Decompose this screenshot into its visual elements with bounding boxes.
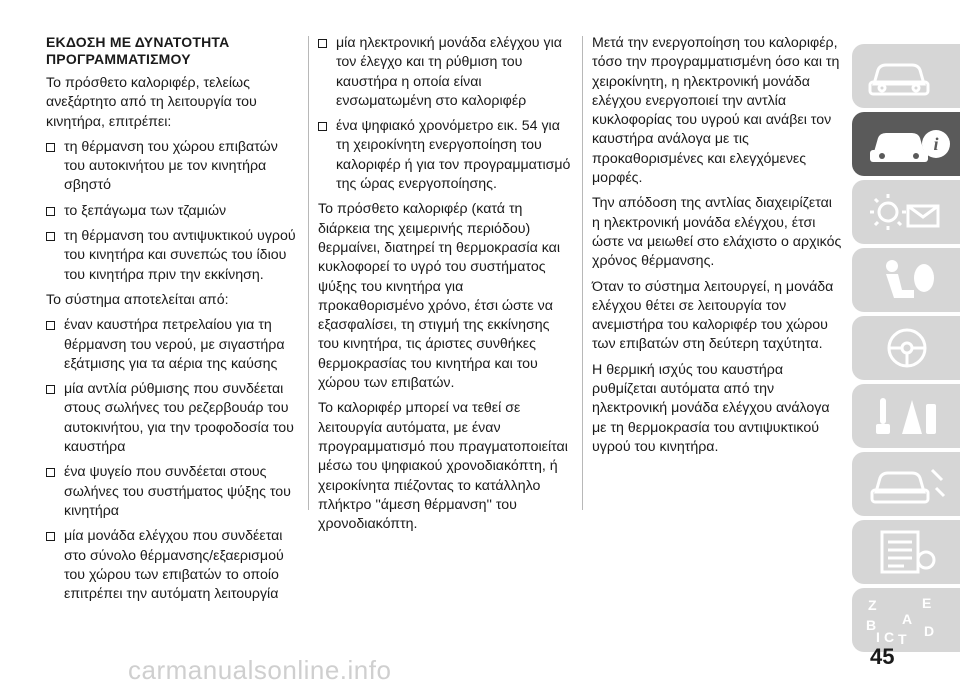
list-item-text: έναν καυστήρα πετρελαίου για τη θέρμανση του νερού, με σιγαστήρα εξάτμισης για τα αέρια της καύσης [64,317,285,372]
index-letter: B [866,617,877,633]
car-info-icon [862,118,952,170]
column-2 [318,34,572,540]
body-paragraph: Μετά την ενεργοποίηση του καλοριφέρ, τόσο την προγραμματισμένη όσο και τη χειροκίνητη, η ηλεκτρονική μονάδα ελέγχου ενεργοποιεί την αντλία κυκλοφορίας του υγρού και ανάβει τον καυστήρα ανάλογα με τις προκαθορισμένες και ελεγχόμενες μορφές. [592,35,840,187]
list-item-text: τη θέρμανση του χώρου επιβατών του αυτοκινήτου με τον κινητήρα σβηστό [64,138,278,194]
components-list-continued [318,34,572,194]
sidebar-tab-specifications[interactable] [852,520,960,584]
index-letter: D [924,623,935,639]
index-letter: A [902,611,913,627]
list-item [46,138,300,196]
list-item-text: μία ηλεκτρονική μονάδα ελέγχου για τον έλεγχο και τη ρύθμιση του καυστήρα η οποία είναι ενσωματωμένη στο καλοριφέρ [336,35,562,109]
column-3 [592,34,842,463]
checkbox-bullet-icon [318,122,327,131]
heading-line-1: ΕΚΔΟΣΗ ΜΕ ΔΥΝΑΤΟΤΗΤΑ [46,34,230,50]
checkbox-bullet-icon [46,232,55,241]
body-paragraph: Όταν το σύστημα λειτουργεί, η μονάδα ελέγχου θέτει σε λειτουργία τον ανεμιστήρα του καλοριφέρ του χώρου των επιβατών στη δεύτερη ταχύτητα. [592,278,834,353]
checkbox-bullet-icon [46,143,55,152]
list-item [46,202,300,221]
sidebar-tab-index[interactable] [852,588,960,652]
page-number: 45 [870,644,895,669]
body-paragraph: Το καλοριφέρ μπορεί να τεθεί σε λειτουργία αυτόματα, με έναν προγραμματισμό που πραγματοποιείται μέσω του ψηφιακού χρονοδιακόπτη, ή χειροκίνητα πιέζοντας το κατάλληλο πλήκτρο ''άμεση θέρμανση'' του χρονοδιακόπτη. [318,400,568,533]
index-letter: T [898,631,907,646]
sidebar-tab-driving[interactable] [852,316,960,380]
sidebar-tab-lights[interactable] [852,180,960,244]
car-icon [862,50,952,102]
emergency-tools-icon [862,390,952,442]
list-item-text: μία μονάδα ελέγχου που συνδέεται στο σύνολο θέρμανσης/εξαερισμού του χώρου των επιβατών το οποίο επιτρέπει την αυτόματη λειτουργία [64,528,284,603]
index-letter: Z [868,597,877,613]
intro-paragraph: Το πρόσθετο καλοριφέρ, τελείως ανεξάρτητο από τη λειτουργία του κινητήρα, επιτρέπει: [46,75,257,130]
steering-wheel-icon [862,322,952,374]
checkbox-bullet-icon [46,385,55,394]
body-paragraph: Την απόδοση της αντλίας διαχειρίζεται η ηλεκτρονική μονάδα ελέγχου, έτσι ώστε να μειωθεί στο ελάχιστο ο αρχικός χρόνος θέρμανσης. [592,195,842,270]
system-intro: Το σύστημα αποτελείται από: [46,291,229,308]
airbag-seat-icon [862,254,952,306]
checkbox-bullet-icon [318,39,327,48]
list-item-text: ένα ψηφιακό χρονόμετρο εικ. 54 για τη χειροκίνητη ενεργοποίηση του καλοριφέρ ή για τον προγραμματισμό της ώρας ενεργοποίησης. [336,118,571,193]
checkbox-bullet-icon [46,468,55,477]
warning-lights-icon [862,186,952,238]
maintenance-car-icon [862,458,952,510]
sidebar-tab-info[interactable] [852,112,960,176]
components-list [46,316,300,604]
index-letter: I [876,629,880,645]
list-item [46,316,300,374]
body-paragraph: Η θερμική ισχύς του καυστήρα ρυθμίζεται αυτόματα από την ηλεκτρονική μονάδα ελέγχου ανάλογα με τη θερμοκρασία του αντιψυκτικού υγρού του κινητήρα. [592,361,830,455]
checkbox-bullet-icon [46,532,55,541]
index-letter: C [884,629,895,645]
checkbox-bullet-icon [46,207,55,216]
index-letter: E [922,595,932,611]
list-item-text: μία αντλία ρύθμισης που συνδέεται στους σωλήνες του ρεζερβουάρ του αυτοκινήτου, για την τροφοδοσία του καυστήρα [64,381,294,456]
list-item [46,227,300,285]
list-item [318,34,572,111]
list-item-text: τη θέρμανση του αντιψυκτικού υγρού του κινητήρα και συνεπώς του ίδιου του κινητήρα πριν την εκκίνηση. [64,228,296,283]
watermark: carmanualsonline.info [128,655,392,685]
list-item-text: ένα ψυγείο που συνδέεται στους σωλήνες του συστήματος ψύξης του κινητήρα [64,464,291,519]
list-item [46,463,300,521]
sidebar-tab-vehicle[interactable] [852,44,960,108]
features-list [46,138,300,285]
sidebar-tab-safety[interactable] [852,248,960,312]
list-item [318,117,572,194]
document-list-icon [862,526,952,578]
sidebar-tab-emergency[interactable] [852,384,960,448]
column-divider [308,36,309,510]
section-heading [46,34,300,68]
column-divider [582,36,583,510]
list-item-text: το ξεπάγωμα των τζαμιών [64,202,227,219]
column-1 [46,34,300,610]
alphabetical-index-icon [862,594,952,646]
svg-text:i: i [933,134,939,154]
heading-line-2: ΠΡΟΓΡΑΜΜΑΤΙΣΜΟΥ [46,51,191,67]
list-item [46,380,300,457]
body-paragraph: Το πρόσθετο καλοριφέρ (κατά τη διάρκεια της χειμερινής περιόδου) θερμαίνει, διατηρεί τη θερμοκρασία και κυκλοφορεί το υγρό του συστήματος ψύξης του κινητήρα για προκαθορισμένο χρόνο, έτσι ώστε να εξασφαλίσει, τη στιγμή της εκκίνησης του κινητήρα, τις άριστες συνθήκες θερμοκρασίας του κινητήρα και του χώρου των επιβατών. [318,201,560,392]
checkbox-bullet-icon [46,321,55,330]
list-item [46,527,300,604]
sidebar-tab-maintenance[interactable] [852,452,960,516]
